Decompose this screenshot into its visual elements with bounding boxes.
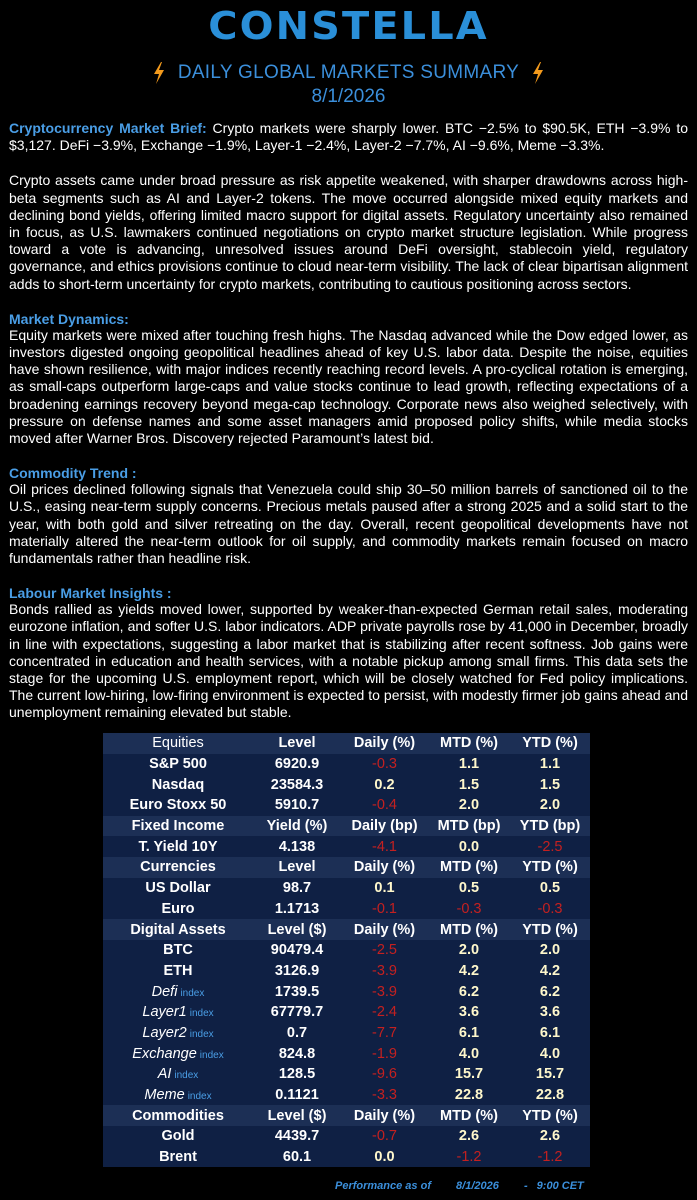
change-cell: 2.0 [510,940,590,961]
asset-name: Nasdaq [103,774,253,795]
column-header: Daily (%) [341,1105,428,1126]
change-cell: -0.1 [341,899,428,920]
asset-label: AI [157,1066,172,1083]
change-cell: -2.4 [341,1002,428,1023]
level-cell: 0.7 [253,1023,341,1044]
change-cell: 6.2 [510,981,590,1002]
asset-name: Gold [103,1126,253,1147]
level-cell: 128.5 [253,1064,341,1085]
crypto-detail-text: Crypto assets came under broad pressure as risk appetite weakened, with sharper drawdowns across high-beta segments such as AI and Layer-2 tokens. The move occurred alongside mixed equity markets and declining bond yields, offering limited macro support for digital assets. Regulatory uncertainty also remained in focus, as U.S. lawmakers continued negotiations on crypto market structure legislation. While progress toward a vote is advancing, unresolved issues around DeFi oversight, stablecoin yield, regulatory governance, and ethics provisions continue to cloud near-term visibility. The lack of clear bipartisan alignment adds to short-term uncertainty for crypto markets, contributing to cautious positioning across sectors. [9,172,688,292]
column-header: Level [253,733,341,754]
asset-name [103,1085,253,1106]
index-tag: index [180,987,205,999]
level-cell: 0.1121 [253,1085,341,1106]
table-group-header [103,919,590,940]
index-tag: index [189,1008,214,1020]
change-cell: -0.7 [341,1126,428,1147]
table-row [103,1002,590,1023]
column-header: MTD (bp) [428,816,510,837]
change-cell: 4.0 [510,1043,590,1064]
change-cell: 6.2 [428,981,510,1002]
change-cell: 3.6 [510,1002,590,1023]
table-row [103,961,590,982]
change-cell: 0.2 [341,774,428,795]
column-header: MTD (%) [428,857,510,878]
crypto-brief-title: Cryptocurrency Market Brief: [9,120,207,136]
asset-name [103,1043,253,1064]
column-header: YTD (bp) [510,816,590,837]
table-row [103,981,590,1002]
table-group-header [103,816,590,837]
table-group-header [103,857,590,878]
change-cell: 0.0 [428,836,510,857]
crypto-brief-text: Crypto markets were sharply lower. BTC −2.5% to $90.5K, ETH −3.9% to $3,127. DeFi −3.9%, Exchange −1.9%, Layer-1 −2.4%, Layer-2 −7.7%, AI −9.6%, Meme −3.3%. [9,120,688,154]
column-header: MTD (%) [428,919,510,940]
change-cell: 6.1 [510,1023,590,1044]
change-cell: -3.9 [341,961,428,982]
column-header: Digital Assets [103,919,253,940]
brand-logo: CONSTELLA [208,4,489,48]
asset-label: Layer2 [142,1024,187,1041]
column-header: Level [253,857,341,878]
column-header: Daily (%) [341,733,428,754]
markets-table [103,733,590,1167]
column-header: Yield (%) [253,816,341,837]
asset-name: Brent [103,1147,253,1168]
subtitle-row [0,62,697,84]
change-cell: 2.6 [510,1126,590,1147]
table-group-header [103,1105,590,1126]
asset-name [103,1002,253,1023]
level-cell: 4439.7 [253,1126,341,1147]
table-row [103,1147,590,1168]
change-cell: 0.0 [341,1147,428,1168]
column-header: YTD (%) [510,919,590,940]
lightning-icon [531,62,545,84]
header [0,0,697,108]
level-cell: 98.7 [253,878,341,899]
footer-separator: - [523,1180,528,1192]
level-cell: 67779.7 [253,1002,341,1023]
column-header: Daily (%) [341,857,428,878]
change-cell: 3.6 [428,1002,510,1023]
index-tag: index [189,1028,214,1040]
table-row [103,1126,590,1147]
column-header: MTD (%) [428,733,510,754]
crypto-brief [9,120,688,154]
column-header: MTD (%) [428,1105,510,1126]
change-cell: -3.9 [341,981,428,1002]
asset-name: US Dollar [103,878,253,899]
column-header: Currencies [103,857,253,878]
asset-label: Exchange [132,1045,197,1062]
change-cell: 4.0 [428,1043,510,1064]
table-row [103,1023,590,1044]
asset-name: T. Yield 10Y [103,836,253,857]
table-row [103,899,590,920]
column-header: Equities [103,733,253,754]
market-dynamics-section [9,311,688,447]
level-cell: 90479.4 [253,940,341,961]
level-cell: 60.1 [253,1147,341,1168]
table-row [103,754,590,775]
change-cell: 0.5 [510,878,590,899]
change-cell: -9.6 [341,1064,428,1085]
market-dynamics-title: Market Dynamics: [9,310,129,327]
change-cell: 0.5 [428,878,510,899]
column-header: YTD (%) [510,1105,590,1126]
level-cell: 4.138 [253,836,341,857]
report-date: 8/1/2026 [311,86,386,107]
asset-label: Meme [144,1087,185,1104]
change-cell: -2.5 [510,836,590,857]
footer [335,1180,606,1192]
change-cell: 22.8 [428,1085,510,1106]
change-cell: -1.2 [428,1147,510,1168]
level-cell: 5910.7 [253,795,341,816]
change-cell: -1.2 [510,1147,590,1168]
level-cell: 1739.5 [253,981,341,1002]
change-cell: -2.5 [341,940,428,961]
lightning-icon [152,62,166,84]
change-cell: 2.0 [428,940,510,961]
change-cell: -3.3 [341,1085,428,1106]
asset-name: Euro [103,899,253,920]
footer-time: 9:00 CET [536,1180,584,1192]
asset-name [103,1023,253,1044]
change-cell: -0.4 [341,795,428,816]
table-row [103,795,590,816]
change-cell: -0.3 [510,899,590,920]
report-body [0,120,697,722]
change-cell: -4.1 [341,836,428,857]
commodity-text: Oil prices declined following signals that Venezuela could ship 30–50 million barrels of sanctioned oil to the U.S., easing near-term supply concerns. Precious metals paused after a strong 2025 and a solid start to the year, with both gold and silver retreating on the day. Overall, recent geopolitical developments have not materially altered the near-term outlook for oil supply, and commodity markets remain focused on macro fundamentals rather than headline risk. [9,481,688,567]
column-header: Level ($) [253,1105,341,1126]
report-subtitle: DAILY GLOBAL MARKETS SUMMARY [177,62,520,83]
change-cell: -7.7 [341,1023,428,1044]
commodity-title: Commodity Trend : [9,465,137,482]
asset-label: Defi [151,983,178,1000]
labour-title: Labour Market Insights : [9,585,172,602]
table-row [103,774,590,795]
change-cell: 0.1 [341,878,428,899]
column-header: YTD (%) [510,857,590,878]
footer-label: Performance as of [335,1180,431,1192]
column-header: Fixed Income [103,816,253,837]
change-cell: 1.5 [510,774,590,795]
index-tag: index [174,1070,199,1082]
change-cell: 4.2 [510,961,590,982]
change-cell: 1.5 [428,774,510,795]
change-cell: 22.8 [510,1085,590,1106]
change-cell: 15.7 [428,1064,510,1085]
asset-name [103,981,253,1002]
asset-name: Euro Stoxx 50 [103,795,253,816]
change-cell: 4.2 [428,961,510,982]
column-header: Daily (%) [341,919,428,940]
table-row [103,1064,590,1085]
column-header: Commodities [103,1105,253,1126]
asset-name: S&P 500 [103,754,253,775]
index-tag: index [199,1049,224,1061]
crypto-detail-section [9,172,688,292]
level-cell: 824.8 [253,1043,341,1064]
market-dynamics-text: Equity markets were mixed after touching fresh highs. The Nasdaq advanced while the Dow edged lower, as investors digested ongoing geopolitical headlines ahead of key U.S. labor data. Despite the noise, equities have shown resilience, with major indices recently reaching record levels. A pro-cyclical rotation is emerging, as small-caps outperform large-caps and value stocks continue to lead growth, reflecting expectations of a broadening earnings recovery beyond mega-cap technology. Corporate news also weighed selectively, with pressure on defense names and some asset managers amid proposed policy shifts, while media stocks moved after Warner Bros. Discovery rejected Paramount’s latest bid. [9,326,688,447]
change-cell: 2.0 [428,795,510,816]
change-cell: -0.3 [341,754,428,775]
asset-name [103,1064,253,1085]
change-cell: -1.9 [341,1043,428,1064]
labour-text: Bonds rallied as yields moved lower, supported by weaker-than-expected German retail sales, moderating eurozone inflation, and softer U.S. labor indicators. ADP private payrolls rose by 41,000 in December, broadly in line with expectations, suggesting a labor market that is stabilizing after recent softness. Job gains were concentrated in education and health services, with a notable pickup among small firms. This data sets the stage for the upcoming U.S. employment report, which will be closely watched for Fed policy implications. The current low-hiring, low-firing environment is expected to persist, with modestly firmer job gains ahead and unemployment remaining elevated but stable. [9,601,688,721]
change-cell: 15.7 [510,1064,590,1085]
labour-section [9,585,688,721]
level-cell: 1.1713 [253,899,341,920]
table-group-header [103,733,590,754]
table-row [103,836,590,857]
table-row [103,878,590,899]
level-cell: 3126.9 [253,961,341,982]
table-row [103,1085,590,1106]
asset-label: Layer1 [142,1004,187,1021]
asset-name: ETH [103,961,253,982]
column-header: Daily (bp) [341,816,428,837]
index-tag: index [187,1091,212,1103]
change-cell: 6.1 [428,1023,510,1044]
level-cell: 23584.3 [253,774,341,795]
column-header: YTD (%) [510,733,590,754]
table-row [103,940,590,961]
change-cell: 2.6 [428,1126,510,1147]
change-cell: 2.0 [510,795,590,816]
change-cell: 1.1 [510,754,590,775]
column-header: Level ($) [253,919,341,940]
commodity-section [9,465,688,567]
change-cell: 1.1 [428,754,510,775]
crypto-brief-section [9,120,688,154]
footer-date: 8/1/2026 [456,1180,499,1192]
level-cell: 6920.9 [253,754,341,775]
change-cell: -0.3 [428,899,510,920]
table-row [103,1043,590,1064]
asset-name: BTC [103,940,253,961]
